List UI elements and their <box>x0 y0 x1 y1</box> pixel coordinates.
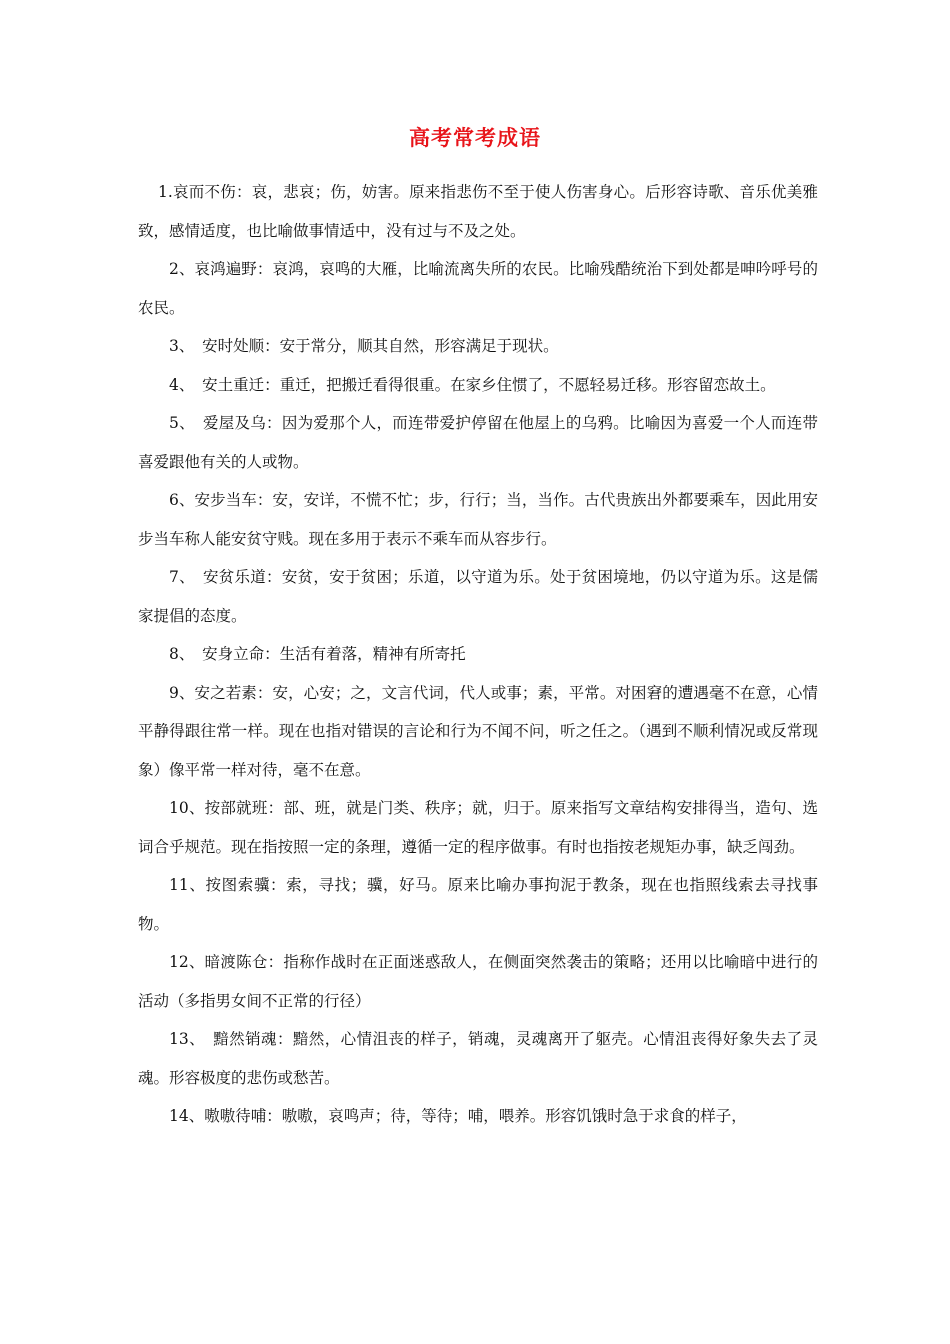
idiom-entry-10: 10、按部就班：部、班，就是门类、秩序；就，归于。原来指写文章结构安排得当，造句、选词合乎规范。现在指按照一定的条理，遵循一定的程序做事。有时也指按老规矩办事，缺乏闯劲。 <box>138 799 818 856</box>
idiom-entry-6: 6、安步当车：安，安详，不慌不忙；步，行行；当，当作。古代贵族出外都要乘车，因此用安步当车称人能安贫守贱。现在多用于表示不乘车而从容步行。 <box>138 491 818 548</box>
idiom-entry-7: 7、 安贫乐道：安贫，安于贫困；乐道，以守道为乐。处于贫困境地，仍以守道为乐。这是儒家提倡的态度。 <box>138 568 818 625</box>
document-body <box>138 173 818 1136</box>
idiom-entry-14: 14、嗷嗷待哺：嗷嗷，哀鸣声；待，等待；哺，喂养。形容饥饿时急于求食的样子， <box>169 1107 747 1125</box>
document-title: 高考常考成语 <box>409 125 541 150</box>
idiom-entry-5: 5、 爱屋及乌：因为爱那个人，而连带爱护停留在他屋上的乌鸦。比喻因为喜爱一个人而连带喜爱跟他有关的人或物。 <box>138 414 818 471</box>
idiom-entry-9: 9、安之若素：安，心安；之，文言代词，代人或事；素，平常。对困窘的遭遇毫不在意，心情平静得跟往常一样。现在也指对错误的言论和行为不闻不问，听之任之。（遇到不顺利情况或反常现象）像平常一样对待，毫不在意。 <box>138 683 818 779</box>
idiom-entry-11: 11、按图索骥：索，寻找；骥，好马。原来比喻办事拘泥于教条，现在也指照线索去寻找事物。 <box>138 876 818 933</box>
idiom-entry-12: 12、暗渡陈仓：指称作战时在正面迷惑敌人，在侧面突然袭击的策略；还用以比喻暗中进行的活动（多指男女间不正常的行径） <box>138 953 818 1010</box>
idiom-entry-3: 3、 安时处顺：安于常分，顺其自然，形容满足于现状。 <box>169 337 559 355</box>
idiom-entry-8: 8、 安身立命：生活有着落，精神有所寄托 <box>169 645 466 663</box>
idiom-entry-4: 4、 安土重迁：重迁，把搬迁看得很重。在家乡住惯了，不愿轻易迁移。形容留恋故土。 <box>169 375 776 394</box>
idiom-entry-2: 2、哀鸿遍野：哀鸿，哀鸣的大雁，比喻流离失所的农民。比喻残酷统治下到处都是呻吟呼号的农民。 <box>138 260 818 317</box>
idiom-entry-13: 13、 黯然销魂：黯然，心情沮丧的样子，销魂，灵魂离开了躯壳。心情沮丧得好象失去了灵魂。形容极度的悲伤或愁苦。 <box>138 1030 818 1087</box>
idiom-entry-1: 1.哀而不伤：哀，悲哀；伤，妨害。原来指悲伤不至于使人伤害身心。后形容诗歌、音乐优美雅致，感情适度，也比喻做事情适中，没有过与不及之处。 <box>138 183 818 240</box>
